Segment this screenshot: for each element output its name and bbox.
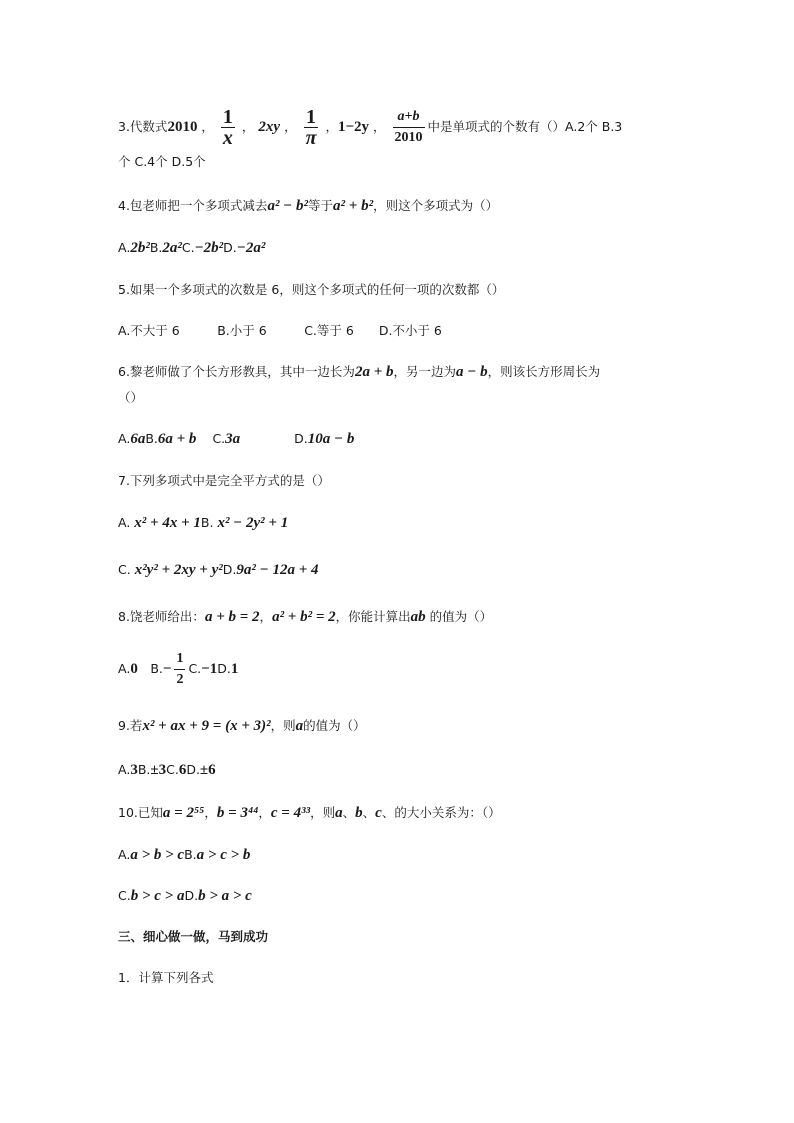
q4-option-b: 2a² [162,240,182,256]
q6-option-c: 3a [225,431,241,447]
question-9: 9.若x² + ax + 9 = (x + 3)²，则a的值为（） [118,718,366,734]
question-5-options: A.不大于 6 B.小于 6 C.等于 6 D.不小于 6 [118,323,442,338]
q4-expr-1: a² − b² [267,198,309,214]
q10-option-b: a > c > b [196,847,251,863]
q3-expr-2010: 2010 [167,119,198,135]
q4-expr-2: a² + b² [333,198,374,214]
q6-option-d: 10a − b [307,431,355,447]
q4-option-d: −2a² [236,240,266,256]
q3-expr-2xy: 2xy [258,119,281,135]
question-6-options: A.6aB.6a + b C.3a D.10a − b [118,431,355,447]
section-3-item-1: 1．计算下列各式 [118,970,214,985]
q10-option-a: a > b > c [130,847,185,863]
q6-expr-2: a − b [456,364,488,380]
q3-fraction-a-plus-b: $\frac{a+b}{2010}$ [394,109,423,145]
question-5: 5.如果一个多项式的次数是 6，则这个多项式的任何一项的次数都（） [118,282,505,297]
question-3-line-2: 个 C.4个 D.5个 [118,154,206,169]
q8-option-a: 0 [130,661,138,677]
q6-option-b: 6a + b [157,431,197,447]
q9-equation: x² + ax + 9 = (x + 3)² [142,718,271,734]
q3-fraction-1-over-pi: $\frac{1}{\pi}$ [305,106,317,149]
q9-option-c: 6 [178,762,187,778]
q3-expr-1-2y: 1−2y [337,119,370,135]
q3-suffix: 中是单项式的个数有（）A.2个 B.3 [427,119,623,134]
q8-expr-ab: ab [410,609,426,625]
q4-option-c: −2b² [194,240,224,256]
q8-option-c: −1 [201,661,218,677]
question-10: 10.已知a = 2⁵⁵，b = 3⁴⁴，c = 4³³，则a、b、c、的大小关系为：（） [118,805,501,821]
question-4-options: A.2b²B.2a²C.−2b²D.−2a² [118,240,266,256]
q10-expr-a: a = 2⁵⁵ [162,805,205,821]
q7-option-b: x² − 2y² + 1 [217,515,289,531]
q9-option-a: 3 [130,762,138,778]
q10-expr-b: b = 3⁴⁴ [216,805,259,821]
q6-expr-1: 2a + b [354,364,394,380]
q3-fraction-1-over-x: $\frac{1}{x}$ [222,106,233,149]
q8-option-b-fraction: $\frac{1}{2}$ [176,651,184,687]
question-8: 8.饶老师给出：a + b = 2，a² + b² = 2，你能计算出ab 的值为（） [118,609,493,625]
q7-option-a: x² + 4x + 1 [134,515,201,531]
q4-option-a: 2b² [130,240,150,256]
q8-option-d: 1 [230,661,239,677]
question-9-options: A.3B.±3C.6D.±6 [118,762,216,778]
question-6-line-2: （） [118,390,144,405]
q3-prefix: 3.代数式 [118,119,168,134]
q7-option-c: x²y² + 2xy + y² [134,562,223,578]
question-4: 4.包老师把一个多项式减去a² − b²等于a² + b²，则这个多项式为（） [118,198,499,214]
question-6: 6.黎老师做了个长方形教具，其中一边长为2a + b，另一边为a − b，则该长方形周长为 [118,364,601,380]
question-3: 3.代数式2010 ， $\frac{1}{x}$ ， 2xy ， $\frac{1}{\pi}$ ，1−2y ， $\frac{a+b}{2010}$ 中是单项式的个数有（）A.2个 B.3 [118,106,623,149]
question-10-options-ab: A.a > b > cB.a > c > b [118,847,251,863]
question-7: 7.下列多项式中是完全平方式的是（） [118,473,330,488]
question-7-options-ab: A. x² + 4x + 1B. x² − 2y² + 1 [118,515,289,531]
section-3-heading: 三、细心做一做，马到成功 [118,929,269,944]
q10-option-d: b > a > c [198,888,252,904]
q10-option-c: b > c > a [130,888,185,904]
q9-var-a: a [295,718,304,734]
q9-option-b: ±3 [150,762,167,778]
question-8-options: A.0 B.− $\frac{1}{2}$ C.−1D.1 [118,648,238,690]
q6-option-a: 6a [130,431,146,447]
q7-option-d: 9a² − 12a + 4 [236,562,319,578]
q8-expr-1: a + b = 2 [204,609,260,625]
q10-expr-c: c = 4³³ [270,805,311,821]
q8-expr-2: a² + b² = 2 [272,609,336,625]
question-7-options-cd: C. x²y² + 2xy + y²D.9a² − 12a + 4 [118,562,319,578]
q9-option-d: ±6 [199,762,216,778]
question-10-options-cd: C.b > c > aD.b > a > c [118,888,252,904]
